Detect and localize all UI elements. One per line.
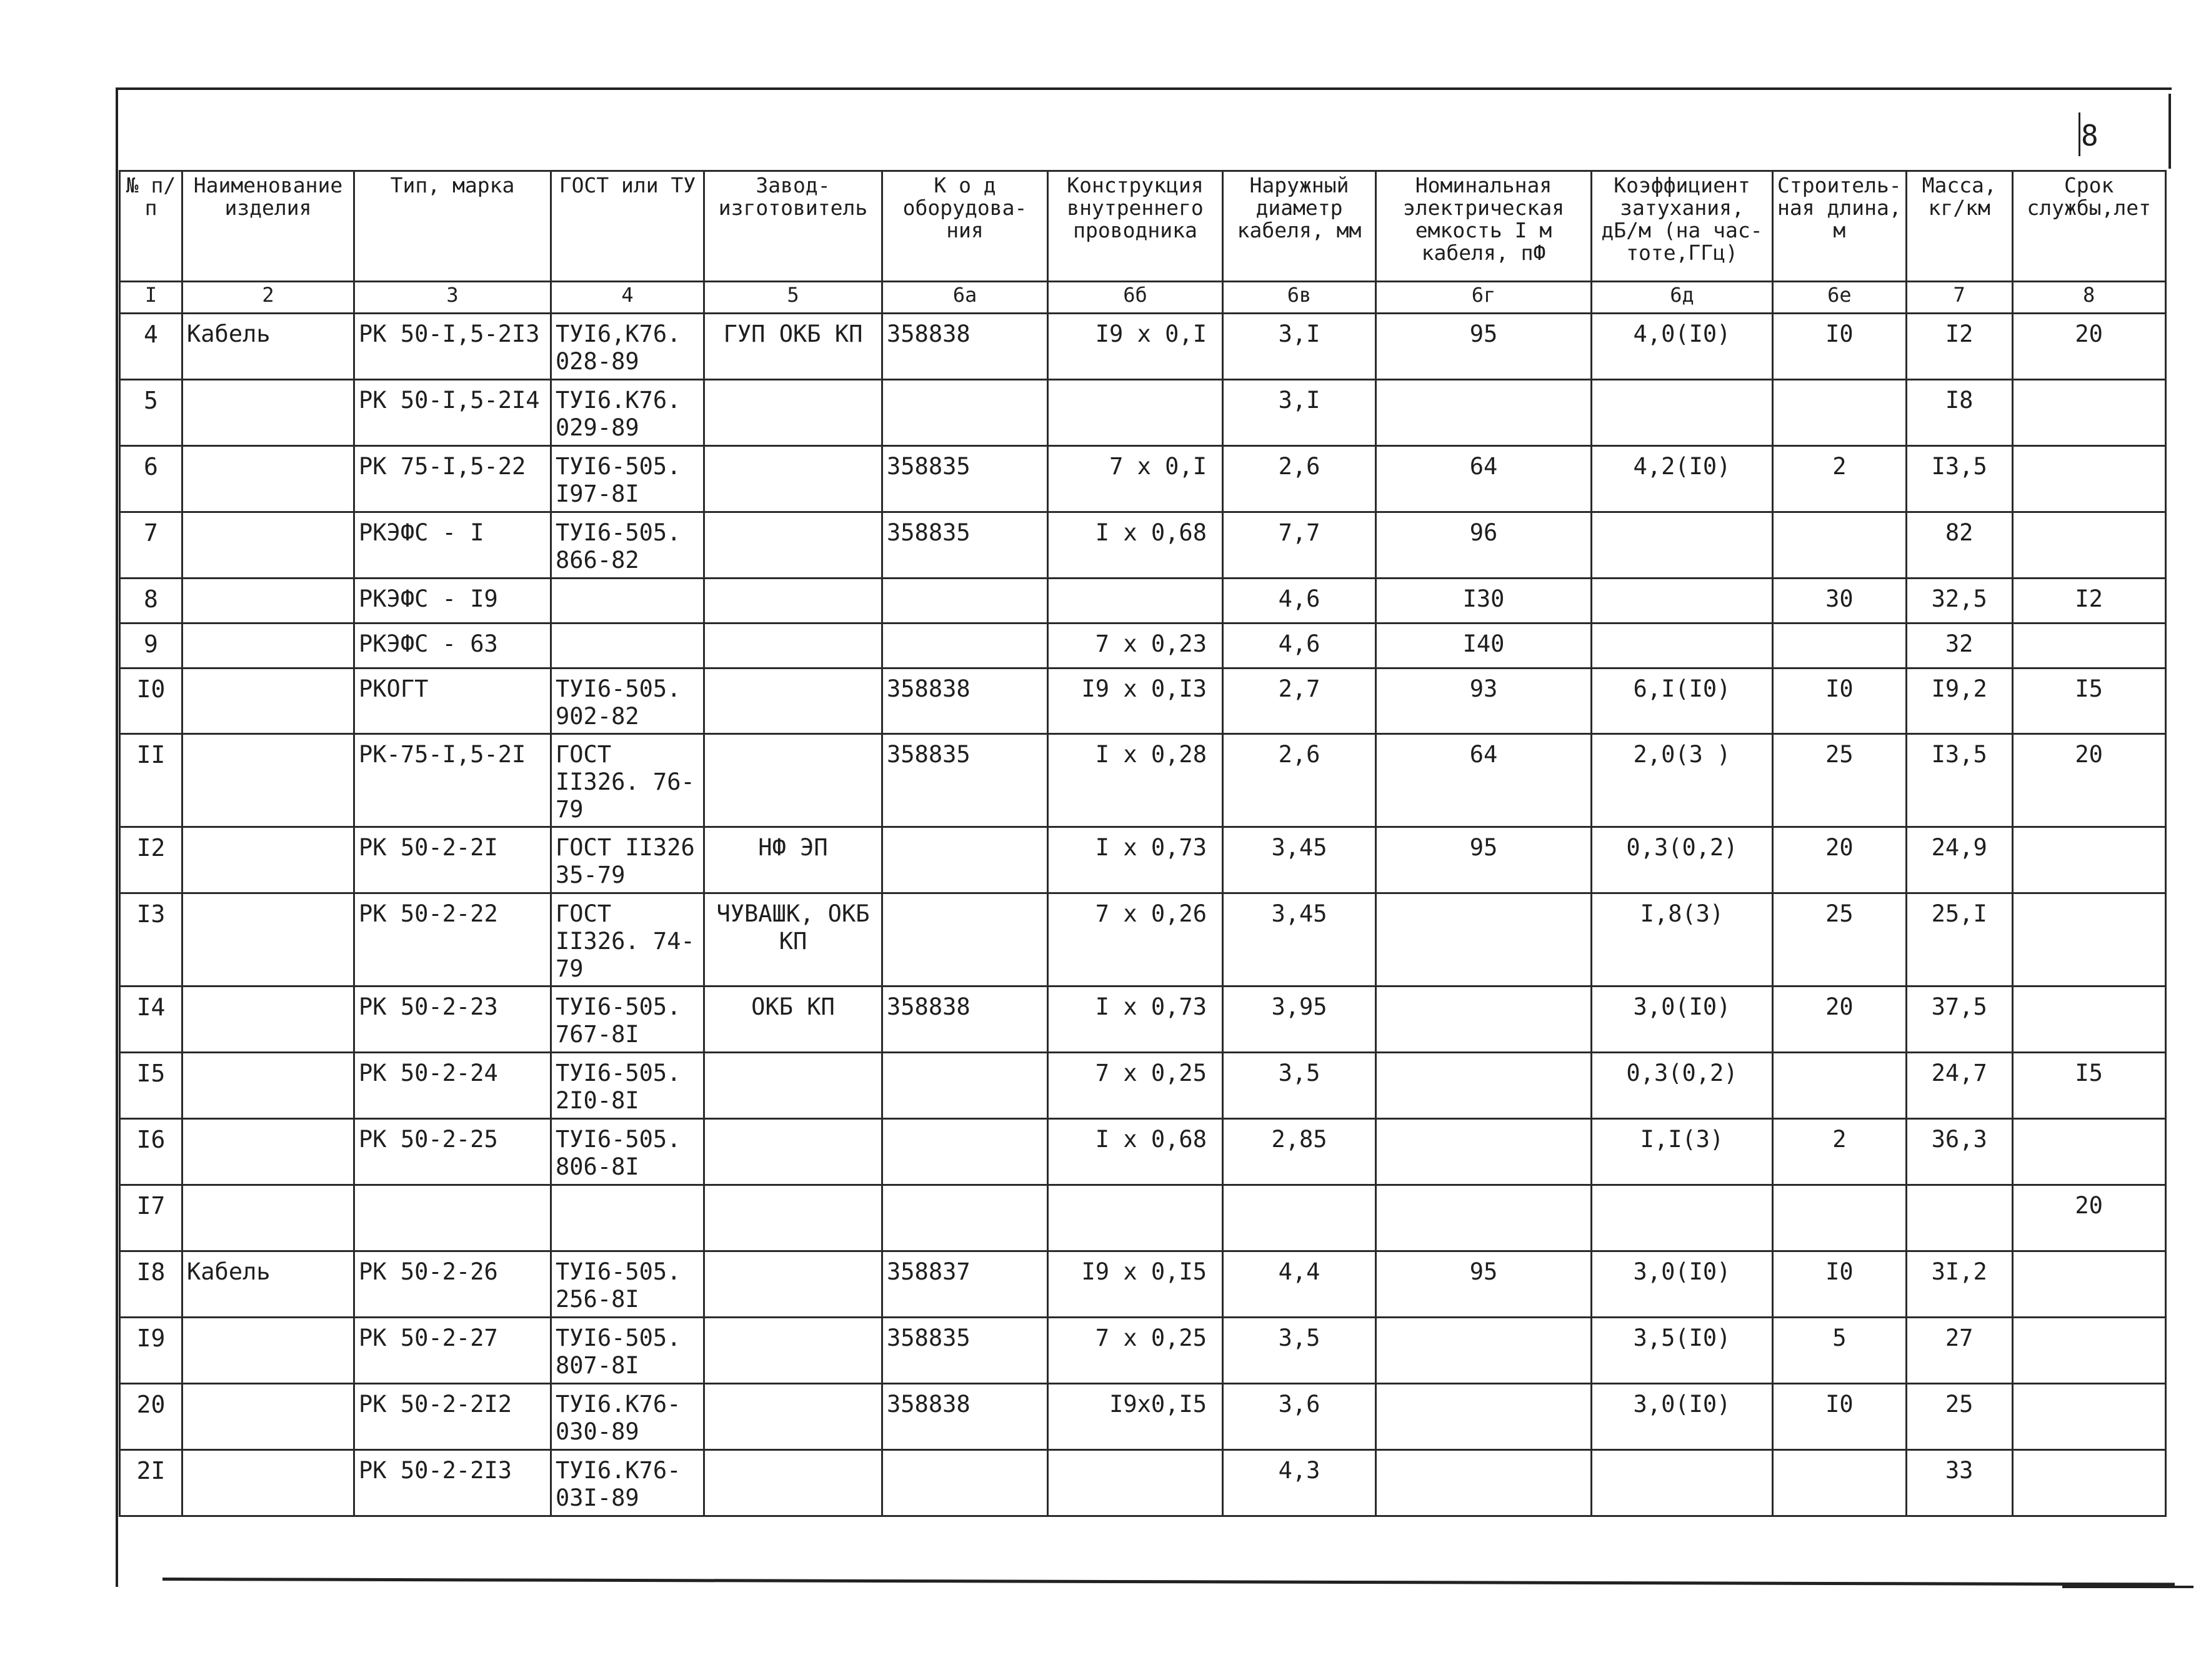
cell-diameter: 3,5 bbox=[1223, 1053, 1376, 1119]
cell-mark: РК 50-2-22 bbox=[354, 893, 551, 987]
cell-code: 358835 bbox=[882, 1318, 1048, 1384]
cell-attenuation: 3,5(I0) bbox=[1592, 1318, 1773, 1384]
cell-life bbox=[2012, 512, 2165, 579]
table-row bbox=[120, 827, 2166, 893]
cell-length: I0 bbox=[1773, 1251, 1907, 1318]
cell-mark: РК 50-I,5-2I3 bbox=[354, 314, 551, 380]
cell-conductor: I9x0,I5 bbox=[1048, 1384, 1223, 1450]
column-number: 2 bbox=[182, 282, 354, 314]
cell-standard: ТУI6-505. 866-82 bbox=[551, 512, 704, 579]
cell-conductor: I x 0,68 bbox=[1048, 512, 1223, 579]
cell-diameter: 3,95 bbox=[1223, 987, 1376, 1053]
cell-diameter: 4,6 bbox=[1223, 579, 1376, 624]
cell-code bbox=[882, 827, 1048, 893]
cell-capacitance bbox=[1376, 1053, 1592, 1119]
cell-conductor: I x 0,28 bbox=[1048, 734, 1223, 827]
cell-attenuation bbox=[1592, 1450, 1773, 1516]
table-row bbox=[120, 579, 2166, 624]
cell-capacitance: 64 bbox=[1376, 734, 1592, 827]
cell-mass: 32 bbox=[1906, 624, 2012, 669]
cell-no: II bbox=[120, 734, 182, 827]
cell-standard: ТУI6.К76- 03I-89 bbox=[551, 1450, 704, 1516]
cell-name bbox=[182, 446, 354, 512]
cell-mass: 24,7 bbox=[1906, 1053, 2012, 1119]
cell-no: I0 bbox=[120, 669, 182, 734]
header-capacitance: Номинальная электрическая емкость I м кабеля, пФ bbox=[1376, 171, 1592, 282]
cell-no: 9 bbox=[120, 624, 182, 669]
cell-mass: 27 bbox=[1906, 1318, 2012, 1384]
cell-life: I5 bbox=[2012, 669, 2165, 734]
cell-mark: РК 50-2-2I2 bbox=[354, 1384, 551, 1450]
cell-no: 7 bbox=[120, 512, 182, 579]
cell-length: 20 bbox=[1773, 987, 1907, 1053]
column-number-row bbox=[120, 282, 2166, 314]
cell-diameter: 2,7 bbox=[1223, 669, 1376, 734]
cell-no: I5 bbox=[120, 1053, 182, 1119]
frame-right-line bbox=[2169, 94, 2171, 169]
cell-length bbox=[1773, 512, 1907, 579]
frame-bottom-line bbox=[162, 1578, 2175, 1586]
cell-mass: I8 bbox=[1906, 380, 2012, 446]
cell-attenuation: I,8(3) bbox=[1592, 893, 1773, 987]
cell-standard: ТУI6-505. 806-8I bbox=[551, 1119, 704, 1185]
cell-life bbox=[2012, 380, 2165, 446]
cell-conductor: I x 0,68 bbox=[1048, 1119, 1223, 1185]
cell-life bbox=[2012, 624, 2165, 669]
cell-name bbox=[182, 1318, 354, 1384]
cell-life: I2 bbox=[2012, 579, 2165, 624]
cell-standard: ТУI6-505. 807-8I bbox=[551, 1318, 704, 1384]
cell-no: 8 bbox=[120, 579, 182, 624]
cell-no: 4 bbox=[120, 314, 182, 380]
cell-mass: 32,5 bbox=[1906, 579, 2012, 624]
cell-capacitance bbox=[1376, 1119, 1592, 1185]
table-row bbox=[120, 314, 2166, 380]
cell-diameter: 2,6 bbox=[1223, 734, 1376, 827]
cell-name bbox=[182, 987, 354, 1053]
cell-life bbox=[2012, 987, 2165, 1053]
cell-length: I0 bbox=[1773, 669, 1907, 734]
cell-name: Кабель bbox=[182, 1251, 354, 1318]
cell-name bbox=[182, 624, 354, 669]
cell-length: I0 bbox=[1773, 1384, 1907, 1450]
cell-length bbox=[1773, 1185, 1907, 1251]
cell-mass: 25 bbox=[1906, 1384, 2012, 1450]
cell-standard: ТУI6-505. I97-8I bbox=[551, 446, 704, 512]
cell-code: 358838 bbox=[882, 314, 1048, 380]
cell-code: 358838 bbox=[882, 1384, 1048, 1450]
header-no: № п/п bbox=[120, 171, 182, 282]
cell-attenuation: 6,I(I0) bbox=[1592, 669, 1773, 734]
cell-diameter: 7,7 bbox=[1223, 512, 1376, 579]
cell-attenuation: 3,0(I0) bbox=[1592, 987, 1773, 1053]
column-number: 4 bbox=[551, 282, 704, 314]
cell-capacitance bbox=[1376, 1318, 1592, 1384]
cell-attenuation: 3,0(I0) bbox=[1592, 1251, 1773, 1318]
cell-name bbox=[182, 1185, 354, 1251]
cell-factory bbox=[704, 1053, 882, 1119]
cell-mass bbox=[1906, 1185, 2012, 1251]
cell-factory bbox=[704, 734, 882, 827]
cell-factory bbox=[704, 1384, 882, 1450]
cell-mass: I3,5 bbox=[1906, 446, 2012, 512]
header-conductor: Конструкция внутреннего проводника bbox=[1048, 171, 1223, 282]
cell-conductor: 7 x 0,25 bbox=[1048, 1318, 1223, 1384]
cell-attenuation: 4,0(I0) bbox=[1592, 314, 1773, 380]
cell-name bbox=[182, 734, 354, 827]
cell-mark: РКОГТ bbox=[354, 669, 551, 734]
header-diameter: Наружный диаметр кабеля, мм bbox=[1223, 171, 1376, 282]
cell-name bbox=[182, 512, 354, 579]
cell-factory bbox=[704, 1119, 882, 1185]
cell-life bbox=[2012, 1119, 2165, 1185]
cell-code bbox=[882, 1053, 1048, 1119]
cell-life: 20 bbox=[2012, 734, 2165, 827]
cell-factory bbox=[704, 446, 882, 512]
cell-attenuation bbox=[1592, 624, 1773, 669]
table-row bbox=[120, 446, 2166, 512]
cell-capacitance bbox=[1376, 1450, 1592, 1516]
column-number: 6д bbox=[1592, 282, 1773, 314]
cell-capacitance: I40 bbox=[1376, 624, 1592, 669]
cell-factory bbox=[704, 1450, 882, 1516]
cell-no: I4 bbox=[120, 987, 182, 1053]
cell-life bbox=[2012, 1450, 2165, 1516]
table-row bbox=[120, 669, 2166, 734]
cell-attenuation: 4,2(I0) bbox=[1592, 446, 1773, 512]
cell-mark: РК 50-2-25 bbox=[354, 1119, 551, 1185]
cell-life bbox=[2012, 827, 2165, 893]
cell-standard bbox=[551, 1185, 704, 1251]
cell-name bbox=[182, 893, 354, 987]
cell-factory: ОКБ КП bbox=[704, 987, 882, 1053]
cell-life: 20 bbox=[2012, 314, 2165, 380]
column-number: 6в bbox=[1223, 282, 1376, 314]
header-standard: ГОСТ или ТУ bbox=[551, 171, 704, 282]
cell-conductor bbox=[1048, 579, 1223, 624]
cell-standard bbox=[551, 579, 704, 624]
cell-name: Кабель bbox=[182, 314, 354, 380]
table-row bbox=[120, 1318, 2166, 1384]
table-row bbox=[120, 512, 2166, 579]
cell-capacitance bbox=[1376, 987, 1592, 1053]
cell-no: I9 bbox=[120, 1318, 182, 1384]
cell-name bbox=[182, 579, 354, 624]
cell-standard: ТУI6.К76. 029-89 bbox=[551, 380, 704, 446]
cell-life bbox=[2012, 446, 2165, 512]
cell-mark: РК 50-2-2I bbox=[354, 827, 551, 893]
table-row bbox=[120, 1053, 2166, 1119]
header-name: Наименование изделия bbox=[182, 171, 354, 282]
cable-spec-table bbox=[119, 170, 2167, 1517]
cell-code bbox=[882, 579, 1048, 624]
cell-attenuation: 0,3(0,2) bbox=[1592, 1053, 1773, 1119]
cell-mark: РК 50-2-26 bbox=[354, 1251, 551, 1318]
cell-mark: РК 50-2-27 bbox=[354, 1318, 551, 1384]
cell-diameter: 3,I bbox=[1223, 314, 1376, 380]
header-code: К о д оборудова-ния bbox=[882, 171, 1048, 282]
cell-diameter: 3,45 bbox=[1223, 893, 1376, 987]
cell-mass: I9,2 bbox=[1906, 669, 2012, 734]
cell-length bbox=[1773, 1450, 1907, 1516]
cell-capacitance bbox=[1376, 893, 1592, 987]
cell-life: 20 bbox=[2012, 1185, 2165, 1251]
cell-diameter: 3,I bbox=[1223, 380, 1376, 446]
cell-factory: ГУП ОКБ КП bbox=[704, 314, 882, 380]
column-number: 6г bbox=[1376, 282, 1592, 314]
column-number: 3 bbox=[354, 282, 551, 314]
cell-conductor: 7 x 0,I bbox=[1048, 446, 1223, 512]
cell-code: 358835 bbox=[882, 512, 1048, 579]
cell-no: 20 bbox=[120, 1384, 182, 1450]
frame-left-line bbox=[116, 87, 118, 1587]
cell-attenuation bbox=[1592, 579, 1773, 624]
cell-length bbox=[1773, 1053, 1907, 1119]
cell-mark: РК 50-2-24 bbox=[354, 1053, 551, 1119]
cell-mark: РК 50-I,5-2I4 bbox=[354, 380, 551, 446]
cell-life bbox=[2012, 1251, 2165, 1318]
cell-name bbox=[182, 1119, 354, 1185]
header-mass: Масса, кг/км bbox=[1906, 171, 2012, 282]
header-life: Срок службы,лет bbox=[2012, 171, 2165, 282]
cell-conductor bbox=[1048, 1450, 1223, 1516]
cell-conductor: I9 x 0,I bbox=[1048, 314, 1223, 380]
cell-capacitance: 96 bbox=[1376, 512, 1592, 579]
cell-mass: I2 bbox=[1906, 314, 2012, 380]
cell-factory bbox=[704, 579, 882, 624]
cell-attenuation bbox=[1592, 1185, 1773, 1251]
cell-factory bbox=[704, 1251, 882, 1318]
cell-no: 2I bbox=[120, 1450, 182, 1516]
cell-name bbox=[182, 1450, 354, 1516]
page-number: 8 bbox=[2081, 119, 2099, 152]
cell-code bbox=[882, 893, 1048, 987]
cell-no: 6 bbox=[120, 446, 182, 512]
cell-code bbox=[882, 1185, 1048, 1251]
header-row bbox=[120, 171, 2166, 282]
cell-name bbox=[182, 827, 354, 893]
cell-mass: I3,5 bbox=[1906, 734, 2012, 827]
table-row bbox=[120, 1251, 2166, 1318]
cell-capacitance: 64 bbox=[1376, 446, 1592, 512]
table-row bbox=[120, 1119, 2166, 1185]
column-number: 6б bbox=[1048, 282, 1223, 314]
header-attenuation: Коэффициент затухания, дБ/м (на час-тоте,ГГц) bbox=[1592, 171, 1773, 282]
table-row bbox=[120, 1384, 2166, 1450]
cell-standard: ТУI6-505. 2I0-8I bbox=[551, 1053, 704, 1119]
cell-attenuation: 3,0(I0) bbox=[1592, 1384, 1773, 1450]
cell-life bbox=[2012, 1384, 2165, 1450]
cell-attenuation: 0,3(0,2) bbox=[1592, 827, 1773, 893]
cell-mark bbox=[354, 1185, 551, 1251]
cell-length: I0 bbox=[1773, 314, 1907, 380]
cell-mark: РК 75-I,5-22 bbox=[354, 446, 551, 512]
cell-capacitance: 95 bbox=[1376, 827, 1592, 893]
cell-mark: РК 50-2-2I3 bbox=[354, 1450, 551, 1516]
table-row bbox=[120, 380, 2166, 446]
cell-conductor: 7 x 0,23 bbox=[1048, 624, 1223, 669]
header-length: Строитель-ная длина, м bbox=[1773, 171, 1907, 282]
table-row bbox=[120, 987, 2166, 1053]
frame-tail-line bbox=[2062, 1586, 2194, 1588]
cell-factory bbox=[704, 380, 882, 446]
cell-mark: РК 50-2-23 bbox=[354, 987, 551, 1053]
cell-capacitance: 93 bbox=[1376, 669, 1592, 734]
cell-conductor bbox=[1048, 380, 1223, 446]
cell-factory: НФ ЭП bbox=[704, 827, 882, 893]
table-row bbox=[120, 1450, 2166, 1516]
cell-capacitance bbox=[1376, 1384, 1592, 1450]
cell-name bbox=[182, 1384, 354, 1450]
cell-diameter: 3,45 bbox=[1223, 827, 1376, 893]
column-number: 8 bbox=[2012, 282, 2165, 314]
cell-diameter bbox=[1223, 1185, 1376, 1251]
cell-no: I2 bbox=[120, 827, 182, 893]
cell-mass: 37,5 bbox=[1906, 987, 2012, 1053]
cell-length: 2 bbox=[1773, 446, 1907, 512]
cell-conductor: I9 x 0,I3 bbox=[1048, 669, 1223, 734]
cell-standard bbox=[551, 624, 704, 669]
cell-mark: РКЭФС - I9 bbox=[354, 579, 551, 624]
cell-capacitance bbox=[1376, 380, 1592, 446]
cell-mass: 36,3 bbox=[1906, 1119, 2012, 1185]
table-row bbox=[120, 734, 2166, 827]
column-number: 7 bbox=[1906, 282, 2012, 314]
cell-attenuation: I,I(3) bbox=[1592, 1119, 1773, 1185]
cell-capacitance bbox=[1376, 1185, 1592, 1251]
column-number: 6е bbox=[1773, 282, 1907, 314]
cell-standard: ТУI6.К76- 030-89 bbox=[551, 1384, 704, 1450]
cell-length: 30 bbox=[1773, 579, 1907, 624]
cell-code: 358837 bbox=[882, 1251, 1048, 1318]
cell-conductor: 7 x 0,25 bbox=[1048, 1053, 1223, 1119]
cell-factory bbox=[704, 1318, 882, 1384]
cell-factory bbox=[704, 512, 882, 579]
cell-mass: 24,9 bbox=[1906, 827, 2012, 893]
cell-mass: 33 bbox=[1906, 1450, 2012, 1516]
cell-no: I3 bbox=[120, 893, 182, 987]
cell-factory: ЧУВАШК, ОКБ КП bbox=[704, 893, 882, 987]
column-number: I bbox=[120, 282, 182, 314]
cell-code: 358838 bbox=[882, 669, 1048, 734]
page-number-rule bbox=[2079, 112, 2080, 156]
cell-life: I5 bbox=[2012, 1053, 2165, 1119]
cell-diameter: 4,3 bbox=[1223, 1450, 1376, 1516]
cell-conductor: I x 0,73 bbox=[1048, 987, 1223, 1053]
cell-diameter: 2,6 bbox=[1223, 446, 1376, 512]
cell-code: 358835 bbox=[882, 734, 1048, 827]
cell-mass: 25,I bbox=[1906, 893, 2012, 987]
cell-conductor: I x 0,73 bbox=[1048, 827, 1223, 893]
cell-no: I8 bbox=[120, 1251, 182, 1318]
table-row bbox=[120, 1185, 2166, 1251]
cell-mark: РК-75-I,5-2I bbox=[354, 734, 551, 827]
cell-standard: ТУI6-505. 902-82 bbox=[551, 669, 704, 734]
cell-code bbox=[882, 1450, 1048, 1516]
cell-standard: ГОСТ II326 35-79 bbox=[551, 827, 704, 893]
cell-factory bbox=[704, 1185, 882, 1251]
cell-standard: ТУI6,К76. 028-89 bbox=[551, 314, 704, 380]
cell-capacitance: I30 bbox=[1376, 579, 1592, 624]
cell-standard: ГОСТ II326. 76-79 bbox=[551, 734, 704, 827]
header-mark: Тип, марка bbox=[354, 171, 551, 282]
cell-diameter: 3,5 bbox=[1223, 1318, 1376, 1384]
cell-length bbox=[1773, 624, 1907, 669]
cell-length: 20 bbox=[1773, 827, 1907, 893]
cell-conductor: I9 x 0,I5 bbox=[1048, 1251, 1223, 1318]
cell-mass: 82 bbox=[1906, 512, 2012, 579]
cell-diameter: 4,4 bbox=[1223, 1251, 1376, 1318]
cell-attenuation: 2,0(3 ) bbox=[1592, 734, 1773, 827]
cell-standard: ТУI6-505. 256-8I bbox=[551, 1251, 704, 1318]
cell-no: I6 bbox=[120, 1119, 182, 1185]
cell-code bbox=[882, 624, 1048, 669]
cell-standard: ГОСТ II326. 74-79 bbox=[551, 893, 704, 987]
cell-diameter: 4,6 bbox=[1223, 624, 1376, 669]
cell-conductor bbox=[1048, 1185, 1223, 1251]
cell-conductor: 7 x 0,26 bbox=[1048, 893, 1223, 987]
table-row bbox=[120, 893, 2166, 987]
cell-code bbox=[882, 380, 1048, 446]
column-number: 5 bbox=[704, 282, 882, 314]
cell-name bbox=[182, 380, 354, 446]
cell-capacitance: 95 bbox=[1376, 314, 1592, 380]
header-factory: Завод-изготовитель bbox=[704, 171, 882, 282]
cell-length bbox=[1773, 380, 1907, 446]
cell-attenuation bbox=[1592, 512, 1773, 579]
cell-mass: 3I,2 bbox=[1906, 1251, 2012, 1318]
cell-factory bbox=[704, 669, 882, 734]
column-number: 6а bbox=[882, 282, 1048, 314]
cell-no: 5 bbox=[120, 380, 182, 446]
cell-code: 358838 bbox=[882, 987, 1048, 1053]
cell-capacitance: 95 bbox=[1376, 1251, 1592, 1318]
cell-length: 5 bbox=[1773, 1318, 1907, 1384]
cell-no: I7 bbox=[120, 1185, 182, 1251]
cell-length: 2 bbox=[1773, 1119, 1907, 1185]
cell-name bbox=[182, 669, 354, 734]
cell-factory bbox=[704, 624, 882, 669]
cell-code: 358835 bbox=[882, 446, 1048, 512]
cell-length: 25 bbox=[1773, 734, 1907, 827]
cell-name bbox=[182, 1053, 354, 1119]
frame-top-line bbox=[116, 87, 2172, 90]
cell-diameter: 3,6 bbox=[1223, 1384, 1376, 1450]
table-row bbox=[120, 624, 2166, 669]
cell-mark: РКЭФС - 63 bbox=[354, 624, 551, 669]
cell-mark: РКЭФС - I bbox=[354, 512, 551, 579]
cell-diameter: 2,85 bbox=[1223, 1119, 1376, 1185]
cell-life bbox=[2012, 893, 2165, 987]
cell-length: 25 bbox=[1773, 893, 1907, 987]
cell-standard: ТУI6-505. 767-8I bbox=[551, 987, 704, 1053]
cell-life bbox=[2012, 1318, 2165, 1384]
cell-attenuation bbox=[1592, 380, 1773, 446]
cell-code bbox=[882, 1119, 1048, 1185]
